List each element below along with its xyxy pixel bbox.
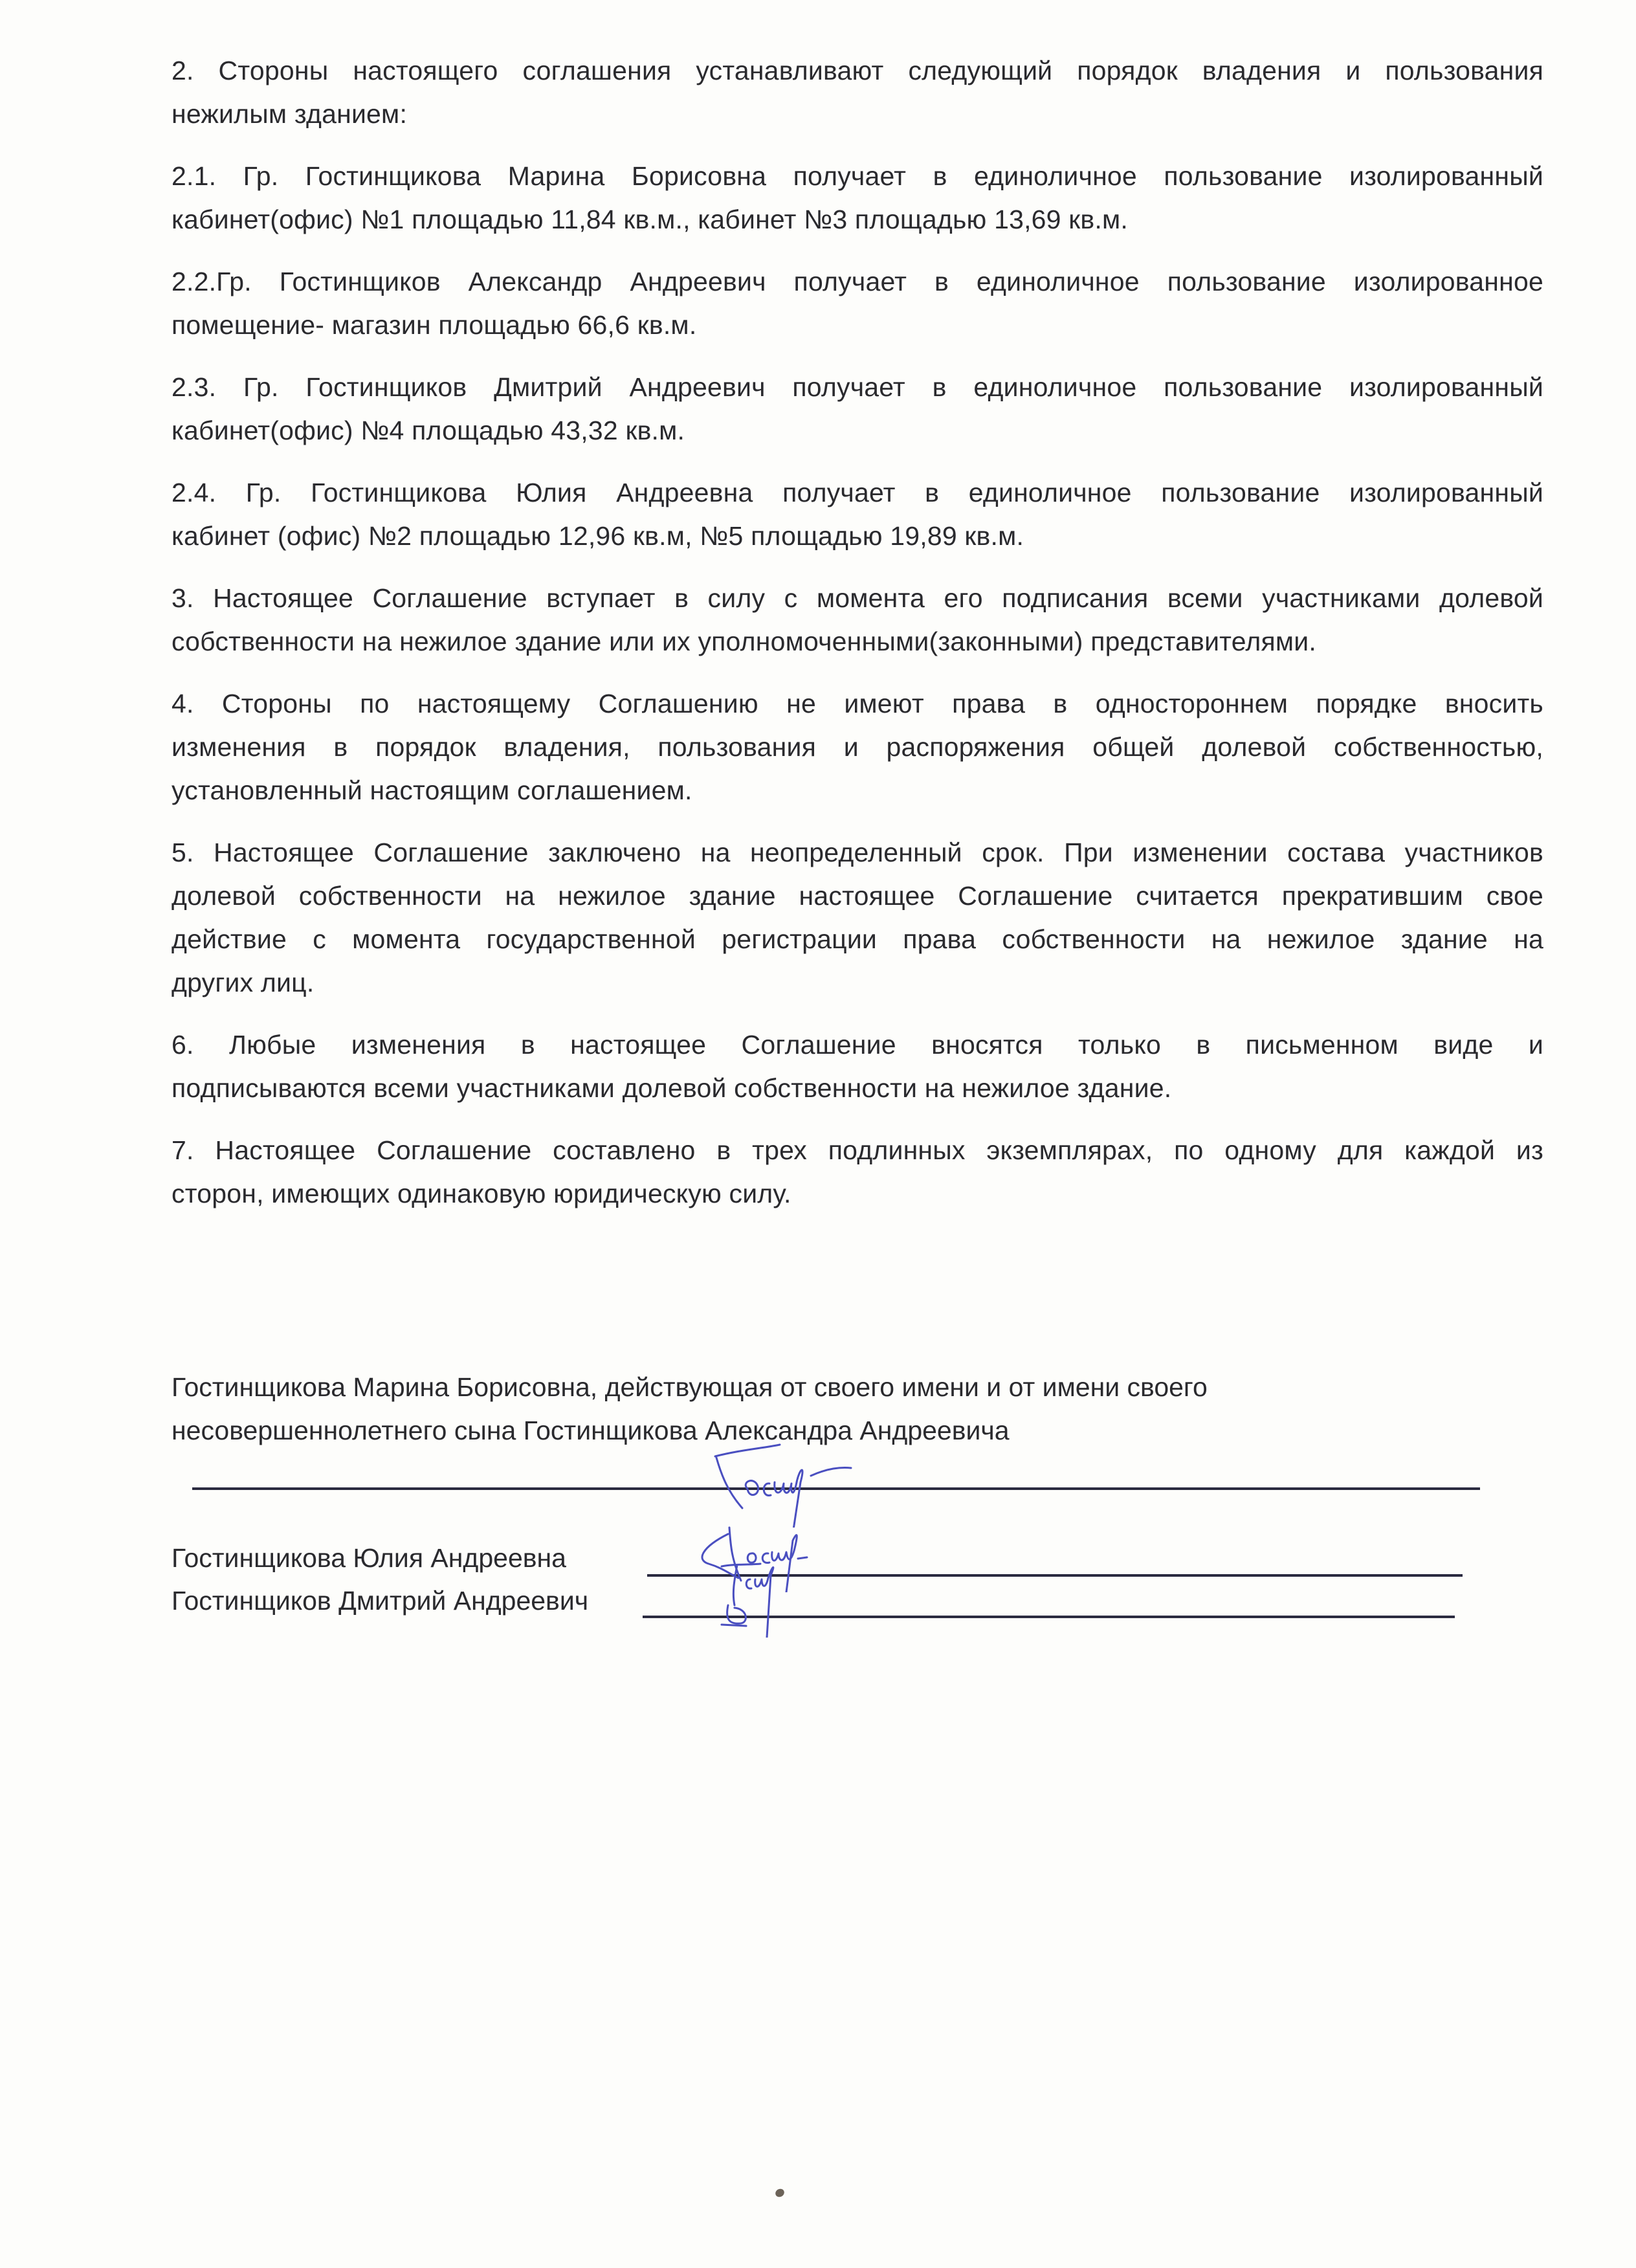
clause-line: изменения в порядок владения, пользования и распоряжения общей долевой собственностью, bbox=[171, 732, 1543, 762]
second-party-name: Гостинщикова Юлия Андреевна bbox=[171, 1543, 566, 1573]
clause-line: 5. Настоящее Соглашение заключено на неопределенный срок. При изменении состава участников bbox=[171, 838, 1543, 867]
clause-line: 4. Стороны по настоящему Соглашению не имеют права в одностороннем порядке вносить bbox=[171, 689, 1543, 718]
clause-2-2 bbox=[171, 260, 1543, 347]
clause-line: 7. Настоящее Соглашение составлено в трех подлинных экземплярах, по одному для каждой из bbox=[171, 1135, 1543, 1165]
clause-line: 2.3. Гр. Гостинщиков Дмитрий Андреевич получает в единоличное пользование изолированный bbox=[171, 372, 1543, 402]
clause-line: 2.2.Гр. Гостинщиков Александр Андреевич получает в единоличное пользование изолированное bbox=[171, 267, 1543, 296]
clause-line: помещение- магазин площадью 66,6 кв.м. bbox=[171, 310, 697, 340]
third-party-rule-wrap bbox=[171, 1579, 1543, 1623]
clause-5 bbox=[171, 831, 1543, 1005]
clause-line: 2.4. Гр. Гостинщикова Юлия Андреевна получает в единоличное пользование изолированный bbox=[171, 478, 1543, 507]
second-party-rule-wrap bbox=[171, 1537, 1543, 1580]
clause-line: подписываются всеми участниками долевой собственности на нежилое здание. bbox=[171, 1073, 1172, 1103]
first-party-caption-line: несовершеннолетнего сына Гостинщикова Александра Андреевича bbox=[171, 1416, 1010, 1445]
clause-line: сторон, имеющих одинаковую юридическую силу. bbox=[171, 1179, 791, 1208]
clause-line: 2.1. Гр. Гостинщикова Марина Борисовна получает в единоличное пользование изолированный bbox=[171, 161, 1543, 191]
third-party-signature-line bbox=[643, 1616, 1455, 1618]
clause-line: 2. Стороны настоящего соглашения устанавливают следующий порядок владения и пользования bbox=[171, 56, 1543, 85]
signature-block bbox=[171, 1366, 1543, 1616]
clause-2 bbox=[171, 49, 1543, 136]
clause-3 bbox=[171, 577, 1543, 663]
first-party-caption-line: Гостинщикова Марина Борисовна, действующая от своего имени и от имени своего bbox=[171, 1372, 1208, 1402]
clause-7 bbox=[171, 1129, 1543, 1216]
clause-line: других лиц. bbox=[171, 968, 315, 997]
clause-6 bbox=[171, 1023, 1543, 1110]
clause-line: действие с момента государственной регистрации права собственности на нежилое здание на bbox=[171, 924, 1543, 954]
first-party-signature-icon bbox=[702, 1443, 870, 1528]
first-party-caption bbox=[171, 1366, 1543, 1452]
clause-line: кабинет(офис) №1 площадью 11,84 кв.м., кабинет №3 площадью 13,69 кв.м. bbox=[171, 205, 1128, 234]
clause-4 bbox=[171, 682, 1543, 812]
clause-line: нежилым зданием: bbox=[171, 99, 408, 129]
first-party-signature-line bbox=[192, 1487, 1480, 1490]
clause-line: установленный настоящим соглашением. bbox=[171, 775, 692, 805]
clause-line: 6. Любые изменения в настоящее Соглашение вносятся только в письменном виде и bbox=[171, 1030, 1543, 1060]
clause-2-3 bbox=[171, 366, 1543, 452]
third-party-name: Гостинщиков Дмитрий Андреевич bbox=[171, 1586, 589, 1616]
scan-speck bbox=[774, 2187, 786, 2198]
clause-line: долевой собственности на нежилое здание настоящее Соглашение считается прекратившим свое bbox=[171, 881, 1543, 911]
agreement-body bbox=[171, 49, 1543, 1234]
second-party-signature-line bbox=[647, 1574, 1463, 1577]
clause-line: собственности на нежилое здание или их уполномоченными(законными) представителями. bbox=[171, 627, 1316, 656]
clause-line: кабинет (офис) №2 площадью 12,96 кв.м, №5 площадью 19,89 кв.м. bbox=[171, 521, 1024, 551]
clause-line: кабинет(офис) №4 площадью 43,32 кв.м. bbox=[171, 416, 685, 445]
clause-2-4 bbox=[171, 471, 1543, 558]
clause-line: 3. Настоящее Соглашение вступает в силу с момента его подписания всеми участниками долевой bbox=[171, 583, 1543, 613]
clause-2-1 bbox=[171, 155, 1543, 241]
